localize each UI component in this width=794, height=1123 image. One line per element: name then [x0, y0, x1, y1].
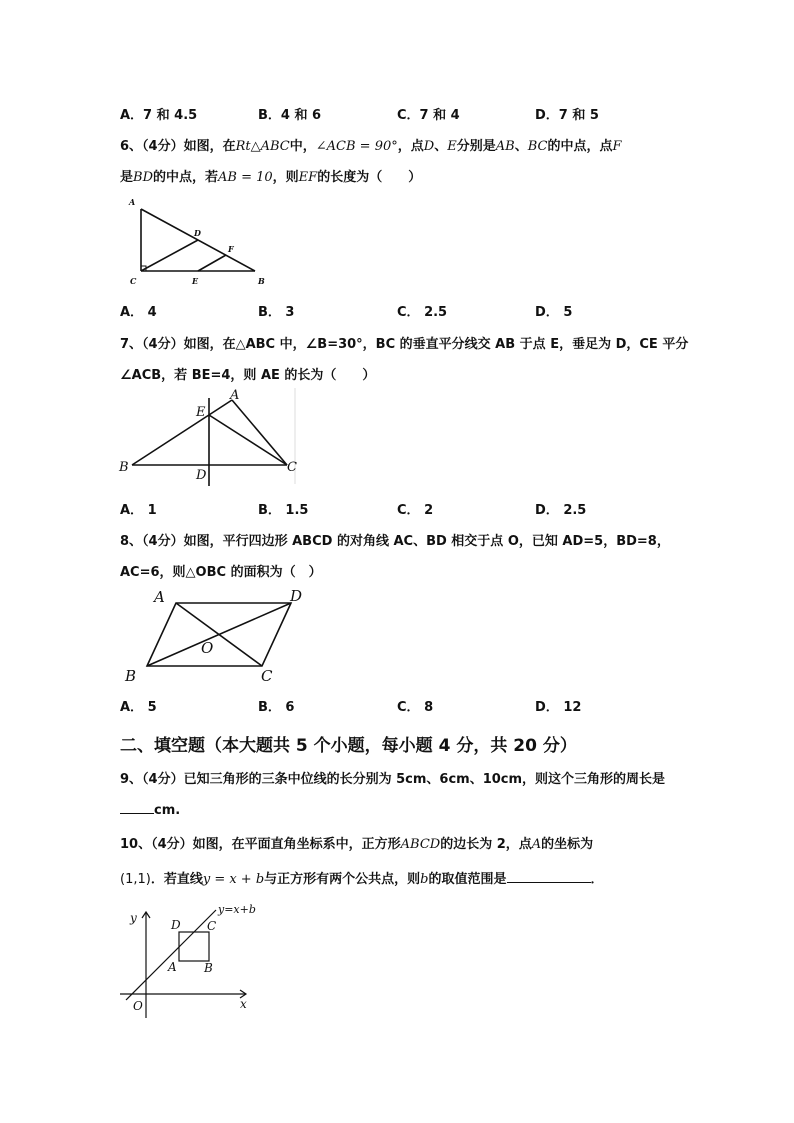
- q9-line-1: 9、（4分）已知三角形的三条中位线的长分别为 5cm、6cm、10cm，则这个三角形的周长是: [120, 772, 666, 787]
- label-f: F: [228, 244, 234, 254]
- q6-option-c: C． 2.5: [397, 305, 448, 320]
- square-abcd: [179, 932, 209, 961]
- q10-answer-blank[interactable]: [507, 870, 591, 883]
- segment-ba: [132, 400, 232, 465]
- q7-option-c: C． 2: [397, 503, 434, 518]
- label-d: D: [196, 468, 207, 483]
- label-a: A: [154, 588, 165, 606]
- q8-option-b: B． 6: [258, 700, 295, 715]
- q6-option-a: A． 4: [120, 305, 157, 320]
- label-b: B: [119, 460, 129, 475]
- label-a: A: [129, 197, 136, 207]
- q7-line-2: ∠ACB，若 BE=4，则 AE 的长为（ ）: [120, 368, 376, 383]
- q7-option-b: B． 1.5: [258, 503, 309, 518]
- q10-figure: [112, 898, 262, 1022]
- q10-line-1: 10、（4分）如图，在平面直角坐标系中，正方形ABCD的边长为 2，点A的坐标为: [120, 837, 594, 852]
- q8-option-c: C． 8: [397, 700, 434, 715]
- q8-figure: [118, 584, 318, 686]
- q9-line-2: cm.: [120, 801, 180, 818]
- label-a: A: [230, 388, 240, 403]
- label-o: O: [201, 639, 214, 657]
- q6-figure: [120, 192, 280, 290]
- label-d: D: [194, 228, 201, 238]
- label-e: E: [192, 276, 199, 286]
- q6-line-1: 6、（4分）如图，在Rt△ABC中，∠ACB = 90°，点D、E分别是AB、BC的中点，点F: [120, 139, 622, 154]
- label-c: C: [207, 919, 217, 933]
- q7-option-a: A． 1: [120, 503, 157, 518]
- label-b: B: [204, 961, 213, 975]
- label-o: O: [133, 999, 143, 1013]
- segment-ef: [198, 255, 226, 271]
- label-line-eq: y=x+b: [218, 903, 256, 916]
- label-b: B: [258, 276, 265, 286]
- q7-option-d: D． 2.5: [535, 503, 587, 518]
- q6-option-d: D． 5: [535, 305, 573, 320]
- segment-ec: [209, 415, 287, 465]
- q6-line-2: 是BD的中点，若AB = 10，则EF的长度为（ ）: [120, 170, 422, 185]
- label-c: C: [130, 276, 137, 286]
- q8-option-a: A． 5: [120, 700, 157, 715]
- q7-figure: [115, 384, 305, 490]
- q8-line-1: 8、（4分）如图，平行四边形 ABCD 的对角线 AC、BD 相交于点 O，已知 AD=5，BD=8，: [120, 534, 670, 549]
- q5-option-d: D．7 和 5: [535, 108, 599, 123]
- q8-option-d: D． 12: [535, 700, 582, 715]
- label-d: D: [290, 587, 303, 605]
- label-c: C: [287, 460, 297, 475]
- q9-answer-blank[interactable]: [120, 801, 154, 814]
- q6-option-b: B． 3: [258, 305, 295, 320]
- q5-option-a: A．7 和 4.5: [120, 108, 198, 123]
- label-x: x: [240, 997, 247, 1011]
- segment-ac: [232, 400, 287, 465]
- segment-cd: [141, 240, 198, 271]
- label-e: E: [196, 405, 206, 420]
- q10-line-2: (1,1)．若直线y = x + b与正方形有两个公共点，则b的取值范围是 ．: [120, 872, 604, 887]
- q5-option-c: C．7 和 4: [397, 108, 460, 123]
- section-title: 二、填空题（本大题共 5 个小题，每小题 4 分，共 20 分）: [120, 736, 577, 756]
- diagonal-bd: [147, 603, 291, 666]
- q8-line-2: AC=6，则△OBC 的面积为（ ）: [120, 565, 322, 580]
- q5-option-b: B．4 和 6: [258, 108, 322, 123]
- label-b: B: [125, 667, 137, 685]
- label-d: D: [171, 918, 181, 932]
- q7-line-1: 7、（4分）如图，在△ABC 中，∠B=30°，BC 的垂直平分线交 AB 于点 E，垂足为 D，CE 平分: [120, 337, 689, 352]
- label-c: C: [261, 667, 273, 685]
- label-y: y: [130, 911, 137, 925]
- label-a: A: [168, 960, 177, 974]
